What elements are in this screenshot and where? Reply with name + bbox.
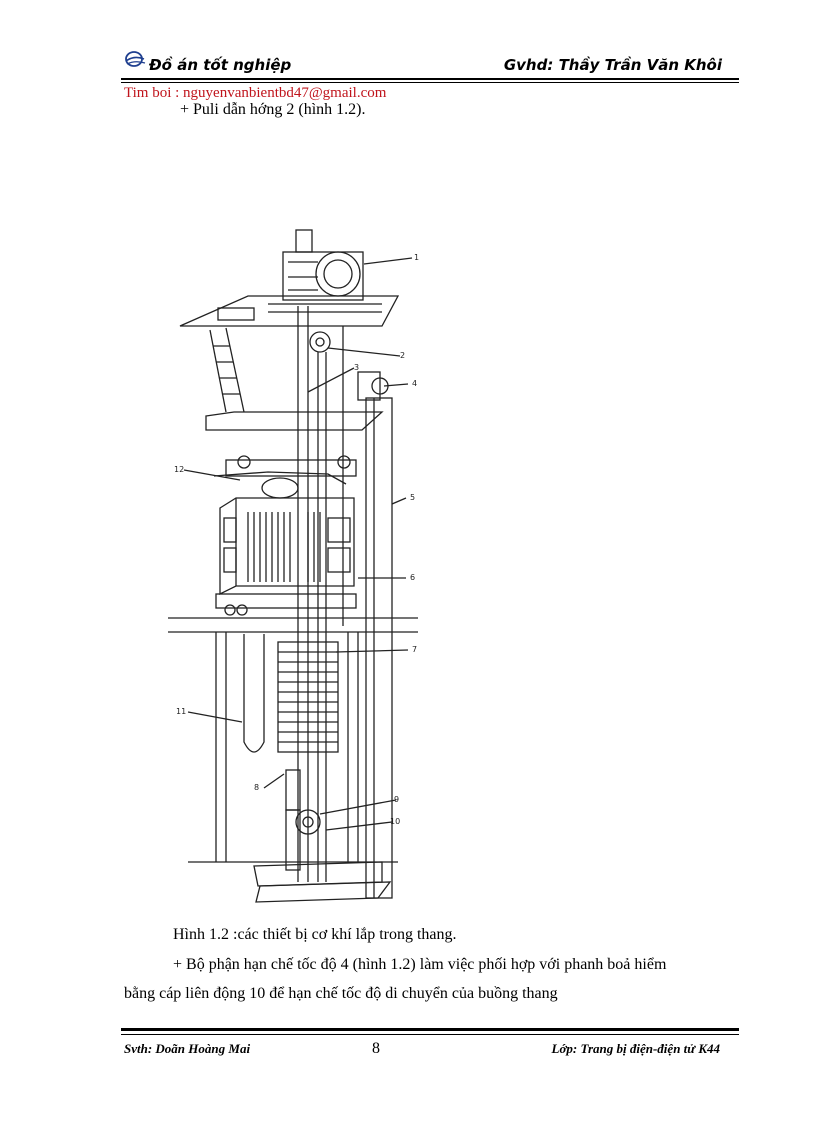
footer-rule-thin	[121, 1034, 739, 1035]
callout-1: 1	[414, 253, 420, 262]
callout-5: 5	[410, 493, 416, 502]
callout-10: 10	[390, 817, 401, 826]
footer-class: Lớp: Trang bị điện-điện tử K44	[551, 1041, 720, 1056]
footer-student: Svth: Doãn Hoàng Mai	[124, 1041, 251, 1056]
callout-8: 8	[254, 783, 260, 792]
contact-line: Tim boi : nguyenvanbientbd47@gmail.com	[124, 85, 387, 101]
page-number: 8	[372, 1040, 380, 1057]
callout-6: 6	[410, 573, 416, 582]
body-line: + Puli dẫn hớng 2 (hình 1.2).	[180, 101, 366, 118]
header-rule-thin	[121, 82, 739, 83]
paragraph-line: + Bộ phận hạn chế tốc độ 4 (hình 1.2) làm việc phối hợp với phanh boả hiểm	[173, 956, 667, 973]
callout-4: 4	[412, 379, 418, 388]
callout-3: 3	[354, 363, 360, 372]
callout-11: 11	[176, 707, 187, 716]
footer-rule	[121, 1028, 739, 1031]
figure-caption: Hình 1.2 :các thiết bị cơ khí lắp trong thang.	[173, 926, 457, 943]
paragraph-line: bằng cáp liên động 10 để hạn chế tốc độ di chuyển của buồng thang	[124, 985, 558, 1002]
header-supervisor: Gvhd: Thầy Trần Văn Khôi	[503, 56, 722, 74]
header-title: Đồ án tốt nghiệp	[149, 56, 292, 74]
elevator-mechanism-figure	[168, 222, 430, 904]
callout-2: 2	[400, 351, 406, 360]
callout-7: 7	[412, 645, 418, 654]
header-rule	[121, 78, 739, 80]
callout-12: 12	[174, 465, 185, 474]
callout-9: 9	[394, 795, 400, 804]
